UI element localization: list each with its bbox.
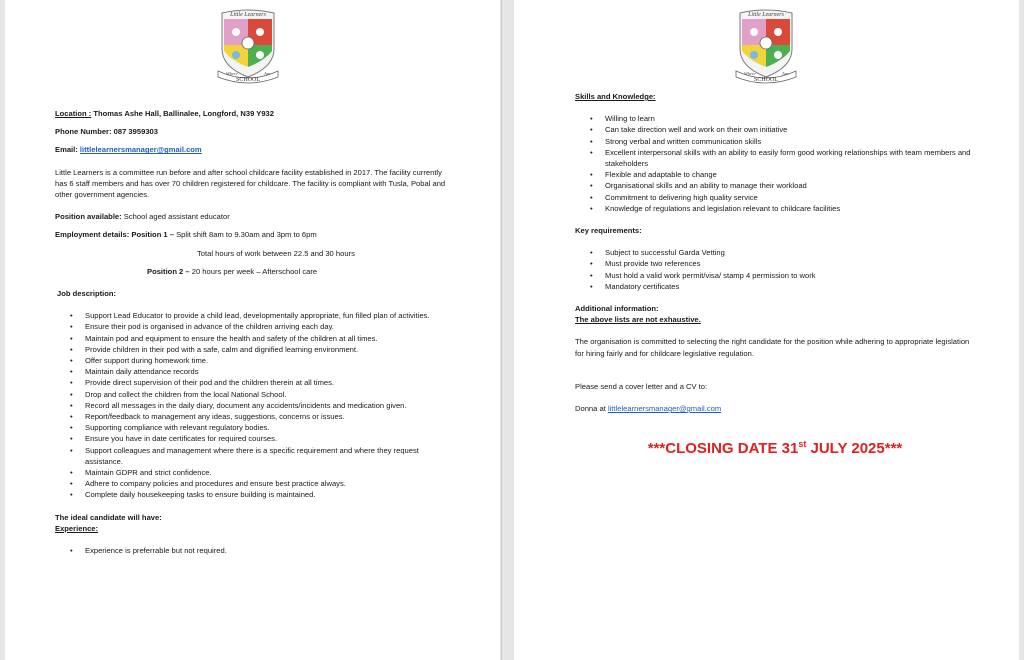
employment-value: Split shift 8am to 9.30am and 3pm to 6pm [174,230,317,240]
list-item: • Commitment to delivering high quality service [605,192,975,203]
list-item: • Flexible and adaptable to change [605,169,975,180]
contact-line [575,403,975,414]
not-exhaustive-note: The above lists are not exhaustive. [575,315,701,325]
closing-superscript: st [798,439,807,450]
skills-heading: Skills and Knowledge: [575,92,656,101]
crest-motto-left: Where [226,71,238,76]
intro-paragraph: Little Learners is a committee run before and after school childcare facility established in 2017. The facility currently has 6 staff members and has over 70 children registered for childcare. The facility is compliant with Tusla, Pobal and other government agencies. [55,167,446,200]
contact-prefix: Donna at [575,404,608,414]
crest-motto-right: Are [264,71,271,76]
list-item: • Subject to successful Garda Vetting [605,247,975,258]
list-item: • Organisational skills and an ability to manage their workload [605,180,975,191]
location-line [55,108,455,119]
additional-info-heading: Additional information: [575,304,659,314]
total-hours: Total hours of work between 22.5 and 30 hours [197,248,355,258]
commitment-paragraph: The organisation is committed to selecting the right candidate for the position while adhering to appropriate legislation for hiring fairly and for childcare legislative regulation. [575,337,970,358]
list-item: • Drop and collect the children from the local National School. [85,389,455,400]
document-page-1 [5,0,500,660]
key-requirements-list [575,247,975,292]
list-item: • Experience is preferrable but not required. [85,545,455,556]
crest-top-text: Little Learners [748,12,784,18]
skills-list [575,113,975,214]
position-2-label: Position 2 – [147,266,190,276]
list-item: • Offer support during homework time. [85,355,455,366]
list-item: • Complete daily housekeeping tasks to ensure building is maintained. [85,489,455,500]
position-label: Position available: [55,212,122,222]
position-line [55,211,455,222]
send-cv-text: Please send a cover letter and a CV to: [575,381,708,391]
contact-email-link[interactable]: littlelearnersmanager@gmail.com [607,404,722,414]
list-item: • Maintain daily attendance records [85,366,455,377]
location-value: Thomas Ashe Hall, Ballinalee, Longford, N39 Y932 [91,109,275,118]
list-item: • Provide children in their pod with a safe, calm and dignified learning environment. [85,344,455,355]
page-2-body [575,91,975,458]
list-item: • Ensure their pod is organised in advance of the children arriving each day. [85,321,455,332]
ideal-candidate-heading: The ideal candidate will have: [55,512,162,522]
key-requirements-heading: Key requirements: [575,226,642,236]
crest-top-text: Little Learners [230,12,266,18]
list-item: • Maintain pod and equipment to ensure the health and safety of the children at all times. [85,333,455,344]
list-item: • Mandatory certificates [605,281,975,292]
list-item: • Strong verbal and written communication skills [605,136,975,147]
closing-prefix: ***CLOSING DATE 31 [647,440,799,458]
crest-motto-right: Are [782,71,789,76]
closing-suffix: JULY 2025*** [806,440,903,458]
experience-heading: Experience: [55,523,99,533]
list-item: • Maintain GDPR and strict confidence. [85,467,455,478]
page-gutter [500,0,514,660]
job-description-heading: Job description: [57,289,117,299]
list-item: • Excellent interpersonal skills with an ability to easily form good working relationships with team members and stakeholders [605,147,975,169]
email-line [55,144,455,155]
list-item: • Supporting compliance with relevant regulatory bodies. [85,422,455,433]
position-value: School aged assistant educator [121,212,230,222]
list-item: • Must provide two references [605,258,975,269]
page-divider [501,0,502,660]
list-item: • Support colleagues and management where there is a specific requirement and where they request assistance. [85,445,455,467]
experience-list [55,545,455,556]
crest-banner-text: SCHOOL [753,77,779,83]
position-2-value: 20 hours per week – Afterschool care [189,266,318,276]
employment-line [55,229,455,240]
list-item: • Can take direction well and work on their own initiative [605,124,975,135]
crest-banner-text: SCHOOL [235,77,261,83]
closing-date-banner [575,440,975,458]
list-item: • Provide direct supervision of their pod and the children therein at all times. [85,377,455,388]
school-crest-logo [212,5,284,85]
school-crest-logo [730,5,802,85]
email-label: Email: [55,145,80,155]
list-item: • Record all messages in the daily diary, document any accidents/incidents and medication given. [85,400,455,411]
list-item: • Ensure you have in date certificates for required courses. [85,433,455,444]
email-link[interactable]: littlelearnersmanager@gmail.com [79,145,202,155]
list-item: • Report/feedback to management any ideas, suggestions, concerns or issues. [85,411,455,422]
list-item: • Adhere to company policies and procedures and ensure best practice always. [85,478,455,489]
page-1-body [55,108,455,556]
location-label: Location : [55,109,92,118]
list-item: • Support Lead Educator to provide a child lead, developmentally appropriate, fun filled plan of activities. [85,310,455,321]
list-item: • Must hold a valid work permit/visa/ stamp 4 permission to work [605,270,975,281]
list-item: • Willing to learn [605,113,975,124]
job-description-list [55,310,455,500]
employment-label: Employment details: Position 1 – [55,230,174,240]
phone-number: Phone Number: 087 3959303 [55,127,158,137]
crest-motto-left: Where [744,71,756,76]
list-item: • Knowledge of regulations and legislation relevant to childcare facilities [605,203,975,214]
position-2-line [55,266,455,277]
document-page-2 [514,0,1019,660]
